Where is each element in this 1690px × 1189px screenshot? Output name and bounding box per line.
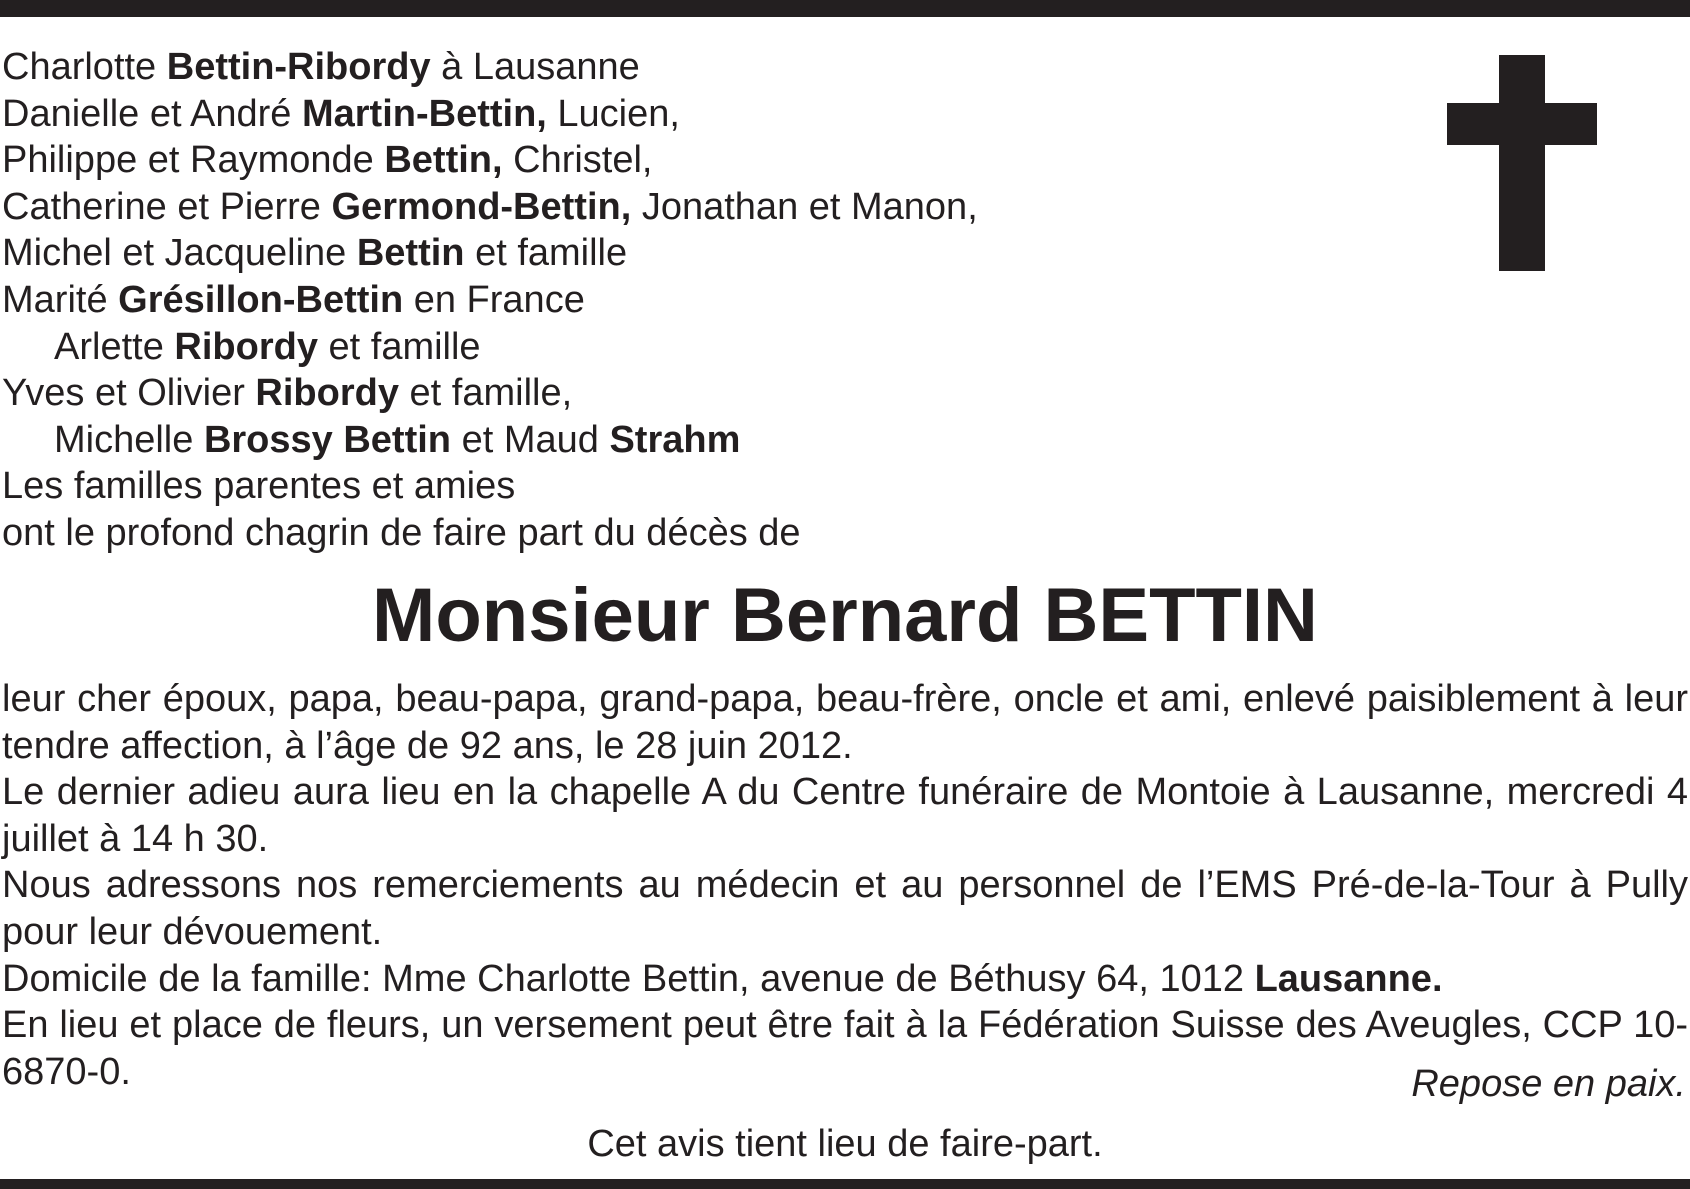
family-line: Catherine et Pierre Germond-Bettin, Jonathan et Manon,	[2, 185, 978, 228]
family-line: Danielle et André Martin-Bettin, Lucien,	[2, 92, 680, 135]
cross-icon	[1447, 55, 1597, 271]
domicile-city: Lausanne.	[1254, 957, 1443, 1000]
relation-paragraph: leur cher époux, papa, beau-papa, grand-papa, beau-frère, oncle et ami, enlevé paisiblement à leur tendre affection, à l’âge de 92 ans, le 28 juin 2012.	[2, 678, 1688, 767]
thanks-paragraph: Nous adressons nos remerciements au médecin et au personnel de l’EMS Pré-de-la-Tour à Pully pour leur dévouement.	[2, 864, 1688, 953]
closing-phrase: Repose en paix.	[1411, 1063, 1686, 1105]
family-line: Les familles parentes et amies	[2, 465, 516, 508]
notice-details	[2, 676, 1688, 1095]
cross-horizontal-bar	[1447, 103, 1597, 145]
bottom-rule	[0, 1179, 1690, 1189]
ceremony-paragraph: Le dernier adieu aura lieu en la chapelle A du Centre funéraire de Montoie à Lausanne, mercredi 4 juillet à 14 h 30.	[2, 771, 1688, 860]
family-line: Michel et Jacqueline Bettin et famille	[2, 232, 628, 275]
family-list	[2, 44, 978, 557]
notice-footer: Cet avis tient lieu de faire-part.	[587, 1123, 1103, 1165]
family-line: Marité Grésillon-Bettin en France	[2, 278, 585, 321]
family-line: Arlette Ribordy et famille	[54, 325, 481, 368]
domicile-paragraph: Domicile de la famille: Mme Charlotte Bettin, avenue de Béthusy 64, 1012 Lausanne.	[2, 957, 1443, 1000]
donation-paragraph: En lieu et place de fleurs, un versement peut être fait à la Fédération Suisse des Aveugles, CCP 10-6870-0.	[2, 1004, 1688, 1093]
family-line: Philippe et Raymonde Bettin, Christel,	[2, 139, 653, 182]
family-line: ont le profond chagrin de faire part du décès de	[2, 511, 801, 554]
deceased-name: Monsieur Bernard BETTIN	[372, 573, 1318, 658]
family-line: Michelle Brossy Bettin et Maud Strahm	[54, 418, 741, 461]
top-rule	[0, 0, 1690, 17]
family-line: Charlotte Bettin-Ribordy à Lausanne	[2, 46, 640, 88]
family-line: Yves et Olivier Ribordy et famille,	[2, 372, 573, 415]
cross-vertical-bar	[1499, 55, 1545, 271]
